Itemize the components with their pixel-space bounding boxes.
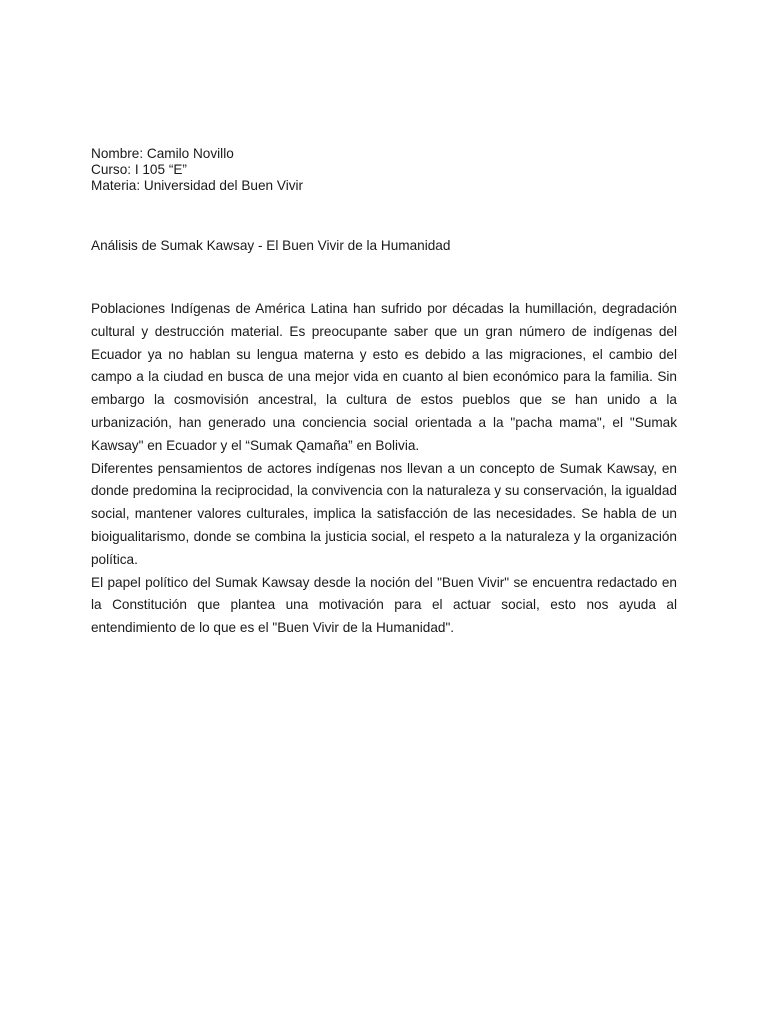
subject-line: Materia: Universidad del Buen Vivir [91, 178, 304, 193]
paragraph-2: Diferentes pensamientos de actores indígenas nos llevan a un concepto de Sumak Kawsay, en donde predomina la reciprocidad, la convivencia con la naturaleza y su conservación, la igualdad social, mantener valores culturales, implica la satisfacción de las necesidades. Se habla de un bioigualitarismo, donde se combina la justicia social, el respeto a la naturaleza y la organización política. [91, 460, 677, 567]
paragraph-3: El papel político del Sumak Kawsay desde la noción del "Buen Vivir" se encuentra redactado en la Constitución que plantea una motivación para el actuar social, esto nos ayuda al entendimiento de lo que es el "Buen Vivir de la Humanidad". [91, 574, 677, 636]
student-name-line: Nombre: Camilo Novillo [91, 146, 234, 161]
document-body [91, 298, 677, 640]
student-info-header [91, 146, 681, 194]
paragraph-1: Poblaciones Indígenas de América Latina han sufrido por décadas la humillación, degradación cultural y destrucción material. Es preocupante saber que un gran número de indígenas del Ecuador ya no hablan su lengua materna y esto es debido a las migraciones, el cambio del campo a la ciudad en busca de una mejor vida en cuanto al bien económico para la familia. Sin embargo la cosmovisión ancestral, la cultura de estos pueblos que se han unido a la urbanización, han generado una conciencia social orientada a la "pacha mama", el "Sumak Kawsay" en Ecuador y el “Sumak Qamaña” en Bolivia. [91, 301, 677, 453]
course-line: Curso: I 105 “E” [91, 162, 187, 177]
document-title: Análisis de Sumak Kawsay - El Buen Vivir de la Humanidad [91, 238, 451, 253]
